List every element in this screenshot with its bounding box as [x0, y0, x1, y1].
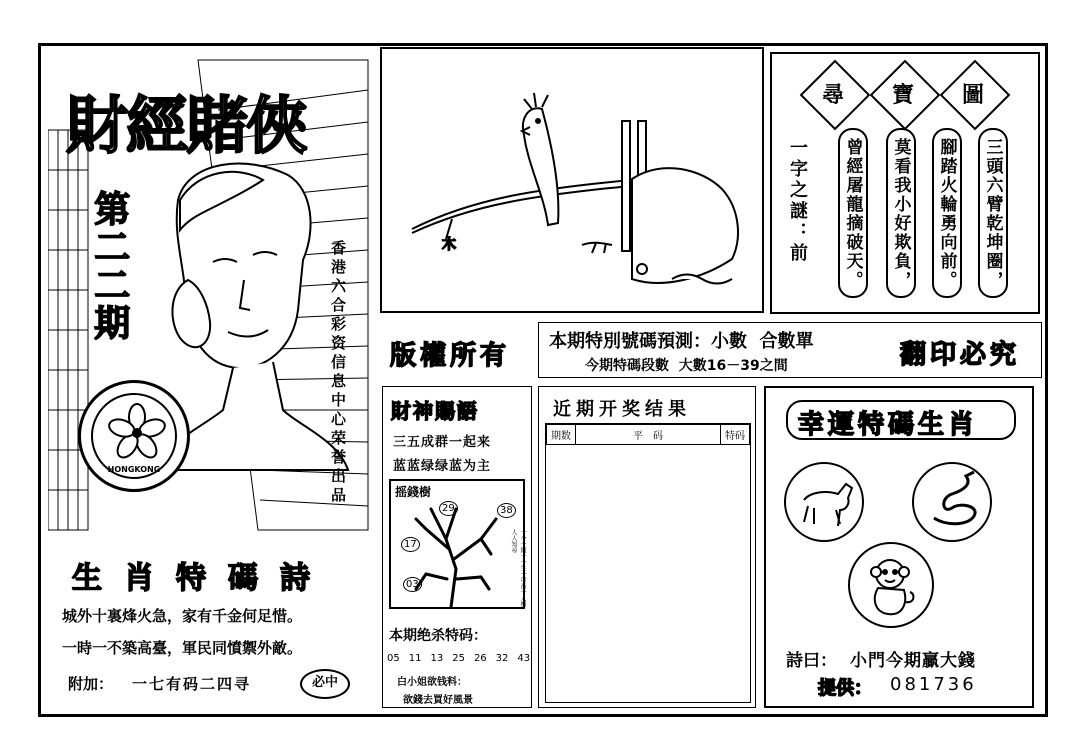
left-panel [48, 50, 370, 540]
provider-value: 081736 [890, 674, 977, 695]
prediction-line: 本期特別號碼預測：小數 合數單 [549, 331, 814, 352]
results-table-frame [545, 423, 751, 703]
svg-text:木: 木 [442, 237, 456, 253]
caishen-line-2: 蓝蓝绿绿蓝为主 [393, 459, 492, 474]
treasure-poem-line-1: 三頭六臂乾坤圈， [978, 128, 1008, 298]
appendix-text: 一七有码二四寻 [132, 675, 252, 693]
poem-section [48, 545, 370, 705]
bauhinia-icon [107, 403, 167, 463]
parrot-illustration [382, 49, 762, 311]
lucky-poem-label: 詩曰： [786, 651, 837, 671]
treasure-poem-line-2: 腳踏火輪勇向前。 [932, 128, 962, 298]
col-issue: 期数 [547, 425, 576, 445]
lady-label: 白小姐欲钱料： [397, 677, 467, 688]
col-regular: 平 码 [576, 425, 721, 445]
results-title: 近期开奖结果 [553, 399, 691, 420]
piracy-warning: 翻印必究 [900, 340, 1021, 370]
tree-number-03: 03 [403, 577, 422, 592]
appendix-label: 附加： [68, 675, 114, 693]
horse-icon [784, 462, 864, 542]
caishen-title: 財神賜語 [391, 399, 479, 423]
monkey-icon [848, 542, 934, 628]
treasure-panel [770, 52, 1040, 314]
hongkong-emblem [78, 380, 190, 492]
results-table [546, 424, 750, 445]
kill-number-label: 本期绝杀特码： [389, 628, 487, 644]
copyright-text: 版權所有 [390, 341, 511, 371]
poem-line-2: 一時一不築高臺，軍民同憤禦外敵。 [62, 639, 303, 657]
caishen-line-1: 三五成群一起来 [393, 435, 492, 450]
title-char-1: 尋 [821, 82, 844, 108]
tree-number-29: 29 [439, 501, 458, 516]
riddle-label: 一字之謎：前 [787, 138, 808, 264]
must-hit-badge: 必中 [300, 669, 350, 699]
snake-icon [912, 462, 992, 542]
lucky-poem-text: 小門今期贏大錢 [850, 651, 976, 671]
poem-heading: 生肖特碼詩 [72, 561, 332, 596]
tree-number-38: 38 [497, 503, 516, 518]
caishen-panel [382, 386, 532, 708]
vertical-credit: 香港六合彩资信息中心荣誉出品 [329, 240, 347, 506]
issue-number: 第二二期 [88, 190, 131, 342]
lucky-title: 幸運特碼生肖 [798, 410, 979, 440]
lucky-title-box [786, 400, 1016, 440]
title-char-2: 寶 [891, 82, 914, 108]
col-special: 特码 [721, 425, 750, 445]
lucky-panel [764, 386, 1034, 708]
title-char-3: 圖 [961, 82, 984, 108]
range-line: 今期特碼段數 大數16－39之間 [585, 358, 788, 374]
money-tree-box [389, 479, 525, 609]
kill-number-list: 05 11 13 25 26 32 43 [387, 653, 531, 664]
parrot-panel [380, 47, 764, 313]
provider-label: 提供： [818, 678, 872, 699]
emblem-label: HONGKONG [107, 465, 161, 474]
money-tree-label: 摇錢樹 [395, 485, 432, 499]
lady-text: 欲錢去買好風景 [403, 695, 473, 706]
publication-title: 財經賭俠 [66, 89, 307, 162]
results-header-row [547, 425, 750, 445]
results-panel [538, 386, 756, 708]
treasure-poem-line-4: 曾經屠龍摘破天。 [838, 128, 868, 298]
poem-line-1: 城外十裏烽火急，家有千金何足惜。 [62, 607, 303, 625]
tree-side-text: 一今一期一一生一可肖一人相人人知尋 [510, 529, 526, 607]
tree-number-17: 17 [401, 537, 420, 552]
treasure-poem-line-3: 莫看我小好欺負， [886, 128, 916, 298]
